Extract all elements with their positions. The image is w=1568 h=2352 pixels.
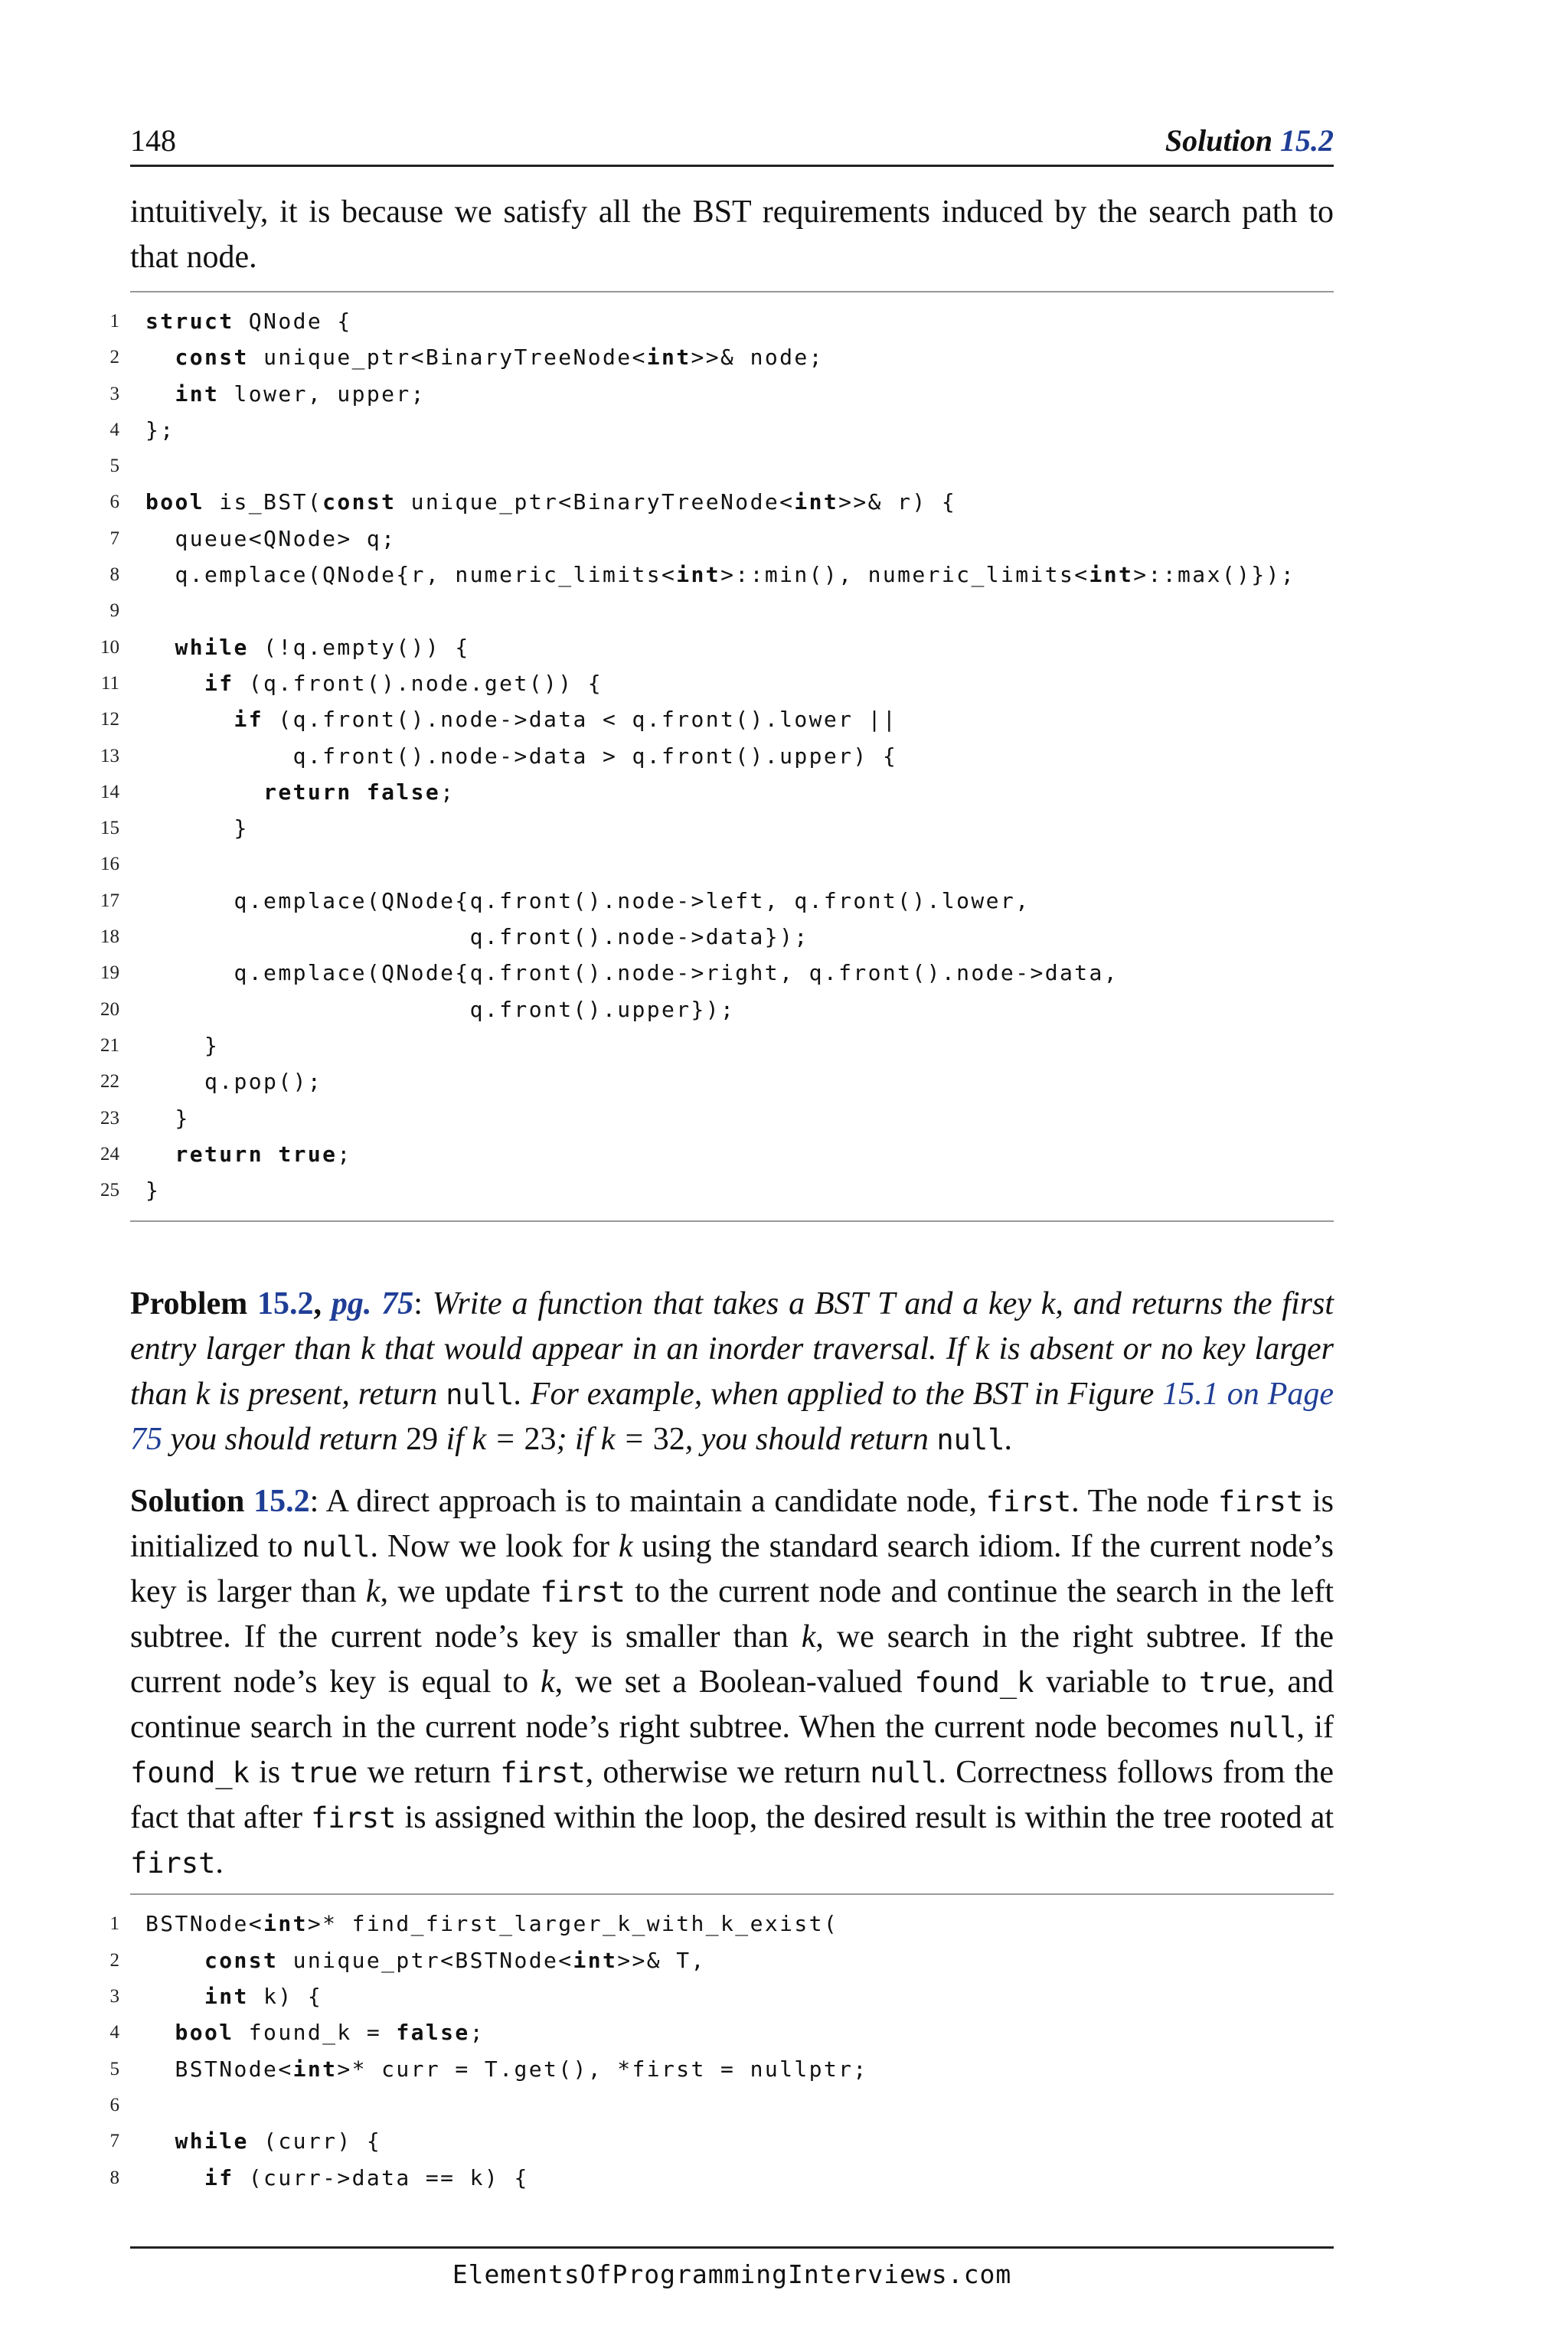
page [100,122,1334,2208]
problem-label: Problem [130,1286,248,1322]
inline-code: found_k [130,1756,250,1790]
code-line [100,774,1334,810]
solution-text: . Correctness follows from the fact that after [130,1755,1334,1836]
code-line [109,2087,1334,2123]
solution-text: . [215,1845,224,1881]
code-line [109,339,1334,375]
code-text: while (!q.empty()) { [175,634,470,660]
inline-code: null [302,1530,371,1564]
problem-colon: : [413,1286,423,1322]
code-text: q.emplace(QNode{r, numeric_limits<int>::min(), numeric_limits<int>::max()}); [145,562,1296,588]
math-variable: k [365,1574,381,1610]
problem-text-2: . For example, when applied to the BST in Figure [514,1377,1163,1413]
solution-text: we return [358,1755,501,1791]
solution-text: variable to [1034,1664,1199,1700]
section-prefix: Solution [1165,123,1280,158]
code-text: return false; [263,779,456,805]
solution-text: , we update [380,1574,541,1610]
line-number: 25 [100,1180,119,1201]
line-number: 8 [109,564,119,586]
solution-text: , if [1296,1710,1334,1746]
problem-statement [130,1282,1334,1462]
code-text: if (q.front().node.get()) { [204,670,603,696]
solution-text: , we search in the right subtree. If the current node’s key is equal to [130,1619,1334,1700]
line-number: 11 [100,672,119,694]
code-text: while (curr) { [175,2128,382,2154]
line-number: 3 [109,1986,119,2007]
code-line [109,1978,1334,2014]
line-number: 13 [100,745,119,766]
code-text: struct QNode { [145,309,352,334]
code-text: bool is_BST(const unique_ptr<BinaryTreeNode<int>>& r) { [145,489,957,515]
inline-code: true [289,1756,358,1790]
code-text: return true; [175,1141,352,1167]
line-number: 9 [109,600,119,622]
code-line [100,955,1334,991]
page-footer: ElementsOfProgrammingInterviews.com [130,2246,1334,2289]
line-number: 8 [109,2167,119,2188]
code-line [109,2051,1334,2087]
code-line [109,1942,1334,1978]
code-text: }; [145,416,175,443]
solution-body [130,1484,1334,1880]
code-text: } [145,815,249,841]
problem-text-1: Write a function that takes a BST T and a key k, and returns the first entry larger than k that would appear in an inorder traversal. If k is absent or no key larger than k is present, return [130,1286,1334,1413]
code-line [100,919,1334,955]
pg-label: pg. [331,1286,372,1322]
line-number: 4 [109,419,119,440]
line-number: 18 [100,926,119,948]
code-line [100,810,1334,846]
inline-code: first [1217,1485,1304,1519]
code-text: if (q.front().node->data < q.front().lower || [234,707,898,733]
line-number: 6 [109,2094,119,2115]
code-line [100,1172,1334,1208]
code-line [100,1063,1334,1099]
solution-text: A direct approach is to maintain a candidate node, [325,1484,986,1520]
line-number: 7 [109,528,119,549]
code-listing-find-first-larger [109,1893,1334,2207]
inline-code: first [311,1802,397,1835]
inline-code: found_k [914,1666,1034,1700]
line-number: 19 [100,962,119,984]
line-number: 1 [109,1913,119,1935]
code-text: q.front().node->data}); [145,924,809,950]
problem-text-3: you should return [162,1422,407,1458]
line-number: 22 [100,1071,119,1093]
line-number: 7 [109,2131,119,2152]
solution-number-link[interactable]: 15.2 [253,1484,310,1520]
code-text: const unique_ptr<BSTNode<int>>& T, [204,1947,706,1973]
line-number: 3 [109,383,119,404]
solution-text: . The node [1071,1484,1218,1520]
inline-code: null [870,1756,939,1790]
code-line [100,1136,1334,1172]
page-number: 148 [130,123,176,158]
value-23: 23 [524,1422,557,1458]
code-text: queue<QNode> q; [145,525,397,551]
code-text: } [145,1178,161,1204]
code-listing-is-bst [100,291,1334,1222]
code-line [109,484,1334,520]
code-line [109,521,1334,557]
line-number: 6 [109,492,119,513]
code-line [100,629,1334,665]
line-number: 4 [109,2022,119,2043]
inline-code: first [540,1576,626,1609]
intro-paragraph: intuitively, it is because we satisfy all the BST requirements induced by the search path to that node. [130,194,1334,275]
line-number: 14 [100,781,119,802]
solution-text: is [249,1755,290,1791]
problem-sep: , [313,1286,332,1322]
solution-text: . Now we look for [370,1529,619,1565]
code-line [109,2014,1334,2050]
code-line [100,1027,1334,1063]
figure-link[interactable]: 15.1 on Page 75 [130,1377,1334,1458]
line-number: 24 [100,1143,119,1165]
problem-text-4: if k = [438,1422,524,1458]
inline-code: null [1228,1711,1297,1745]
code-text: q.emplace(QNode{q.front().node->right, q.front().node->data, [145,960,1119,986]
line-number: 16 [100,854,119,875]
running-section-title [1165,122,1334,158]
line-number: 12 [100,709,119,730]
solution-text: , otherwise we return [585,1755,871,1791]
line-number: 10 [100,636,119,658]
math-variable: k [540,1664,555,1700]
solution-colon: : [309,1484,319,1520]
code-text: q.front().node->data > q.front().upper) { [145,743,898,769]
code-line [100,738,1334,774]
problem-text-5: ; if k = [556,1422,653,1458]
inline-code: first [130,1847,216,1880]
solution-text: to the current node and continue the search in the left subtree. If the current node’s key is smaller than [130,1574,1334,1655]
code-text: BSTNode<int>* curr = T.get(), *first = nullptr; [145,2056,868,2082]
value-32: 32 [652,1422,685,1458]
code-line [109,2160,1334,2196]
line-number: 20 [100,998,119,1020]
code-line [109,557,1334,593]
line-number: 15 [100,818,119,839]
line-number: 17 [100,890,119,911]
inline-code: true [1198,1666,1267,1700]
section-number-link[interactable]: 15.2 [1280,123,1334,158]
solution-text: , we set a Boolean-valued [554,1664,915,1700]
page-header [130,122,1334,167]
code-null: null [446,1378,514,1412]
math-variable: k [801,1619,816,1655]
code-text: int lower, upper; [175,381,426,407]
problem-text-7: . [1004,1422,1013,1458]
solution-text: , and continue search in the current node’s right subtree. When the current node becomes [130,1664,1334,1746]
problem-page-link[interactable] [332,1286,413,1321]
problem-text-6: , you should return [684,1422,937,1458]
code-text: bool found_k = false; [175,2020,485,2046]
code-line [100,883,1334,919]
pg-number: 75 [381,1286,414,1322]
line-number: 21 [100,1034,119,1056]
inline-code: first [985,1485,1072,1519]
value-29: 29 [406,1422,439,1458]
code-line [100,665,1334,701]
solution-label: Solution [130,1484,245,1520]
code-line [109,593,1334,629]
line-number: 5 [109,2058,119,2079]
code-text: } [145,1105,190,1131]
code-text: const unique_ptr<BinaryTreeNode<int>>& node; [175,345,824,371]
code-line [109,1906,1334,1942]
code-line [109,412,1334,448]
solution-text: is assigned within the loop, the desired result is within the tree rooted at [396,1800,1334,1836]
line-number: 23 [100,1107,119,1129]
line-number: 2 [109,347,119,368]
code-text: BSTNode<int>* find_first_larger_k_with_k_exist( [145,1911,839,1937]
math-variable: k [618,1529,633,1565]
solution-text: is initialized to [130,1484,1334,1565]
code-line [109,448,1334,484]
line-number: 2 [109,1949,119,1971]
line-number: 5 [109,456,119,477]
solution-paragraph [130,1479,1334,1886]
solution-text: using the standard search idiom. If the current node’s key is larger than [130,1529,1334,1610]
code-text: if (curr->data == k) { [204,2164,529,2190]
code-line [100,991,1334,1027]
line-number: 1 [109,311,119,332]
code-line [100,846,1334,882]
code-line [109,2123,1334,2159]
code-text: } [145,1032,220,1058]
code-line [100,701,1334,737]
code-null-2: null [936,1423,1005,1457]
code-line [109,303,1334,339]
code-line [109,376,1334,412]
problem-number-link[interactable]: 15.2 [257,1286,314,1322]
code-text: int k) { [204,1984,323,2010]
code-line [100,1100,1334,1136]
code-text: q.emplace(QNode{q.front().node->left, q.front().lower, [145,887,1031,913]
code-text: q.pop(); [145,1069,323,1095]
inline-code: first [500,1756,586,1790]
code-text: q.front().upper}); [145,996,736,1022]
